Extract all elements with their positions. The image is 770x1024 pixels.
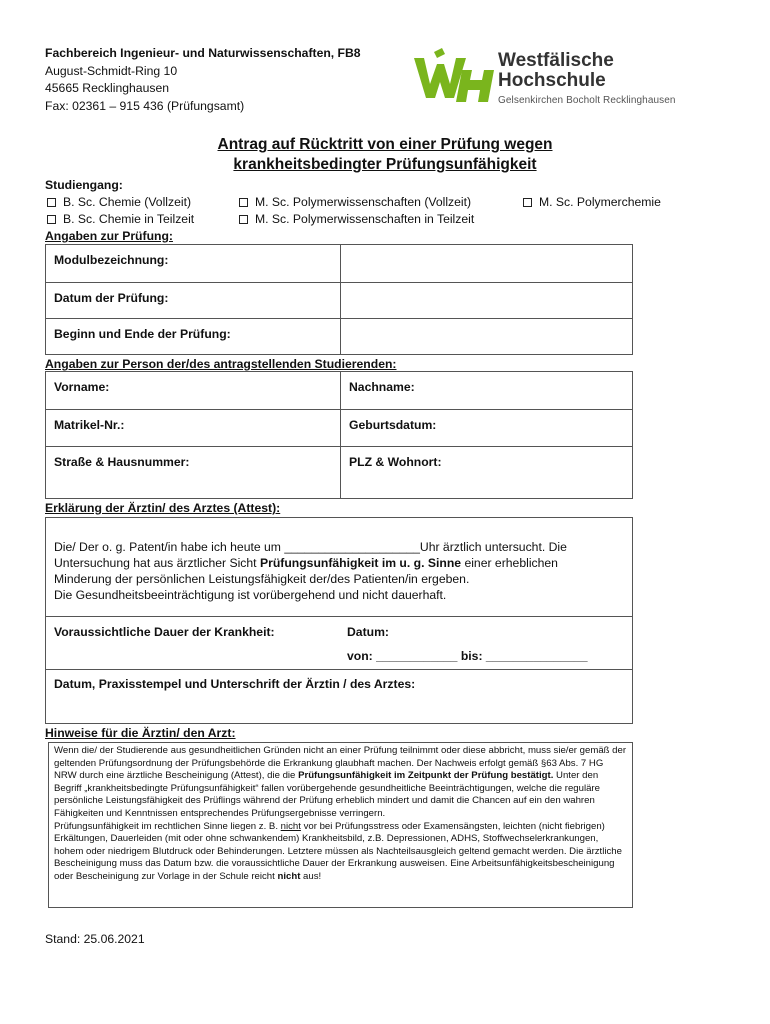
logo-title-line2: Hochschule (498, 70, 606, 91)
beginn-ende-label: Beginn und Ende der Prüfung: (46, 319, 341, 355)
stand-date: Stand: 25.06.2021 (45, 932, 145, 946)
datum-label: Datum: (347, 625, 389, 639)
checkbox[interactable] (47, 198, 56, 207)
option-msc-polymer-teilzeit[interactable]: M. Sc. Polymerwissenschaften in Teilzeit (239, 212, 474, 226)
checkbox[interactable] (47, 215, 56, 224)
logo-title-line1: Westfälische (498, 50, 614, 71)
divider (46, 669, 632, 670)
attest-heading: Erklärung der Ärztin/ des Arztes (Attest): (45, 501, 281, 515)
plz-wohnort-field[interactable]: PLZ & Wohnort: (341, 447, 633, 499)
datum-pruefung-label: Datum der Prüfung: (46, 283, 341, 319)
checkbox[interactable] (239, 198, 248, 207)
attest-line2: Untersuchung hat aus ärztlicher Sicht Prüfungsunfähigkeit im u. g. Sinne einer erheblichen (54, 556, 558, 570)
option-bsc-vollzeit[interactable]: B. Sc. Chemie (Vollzeit) (47, 195, 191, 209)
geburtsdatum-field[interactable]: Geburtsdatum: (341, 410, 633, 447)
title-line1: Antrag auf Rücktritt von einer Prüfung wegen (217, 136, 553, 153)
von-bis-field[interactable]: von: ____________ bis: _______________ (347, 649, 588, 663)
department-name: Fachbereich Ingenieur- und Naturwissenschaften, FB8 (45, 46, 361, 60)
hinweise-box: Wenn die/ der Studierende aus gesundheitlichen Gründen nicht an einer Prüfung teilnimmt oder diese abbricht, muss sie/er gemäß der geltenden Prüfungsordnung der Prüfungsbehörde die Erkrankung glaubhaft machen. Der Nachweis erfolgt gemäß §63 Abs. 7 HG NRW durch eine ärztliche Bescheinigung (Attest), die die Prüfungsunfähigkeit im Zeitpunkt der Prüfung bestätigt. Unter den Begriff „krankheitsbedingte Prüfungsunfähigkeit“ fallen vorübergehende gesundheitliche Beeinträchtigungen, welche die reguläre persönliche Leistungsfähigkeit des Prüflings während der Prüfung erheblich mindert und damit die Chancen auf ein den wahren Fähigkeiten und Kenntnissen entsprechendes Prüfungsergebnisse verringern. Prüfungsunfähigkeit im rechtlichen Sinne liegen z. B. nicht vor bei Prüfungsstress oder Examensängsten, leichten (nicht fiebrigen) Erkältungen, Dauerleiden (mit oder ohne schwankendem) Krankheitsbild, z.B. Depressionen, ADHS, Stoffwechselerkrankungen, hohem oder niedrigem Blutdruck oder Behinderungen. Letztere müssen als Nachteilsausgleich geltend gemacht werden. Die ärztliche Bescheinigung muss das Datum bzw. die voraussichtliche Dauer der Erkrankung ausweisen. Eine Arbeitsunfähigkeitsbescheinigung oder Bescheinigung zur Vorlage in der Schule reicht nicht aus! (48, 742, 633, 908)
person-heading: Angaben zur Person der/des antragstellenden Studierenden: (45, 357, 397, 371)
beginn-ende-field[interactable] (341, 319, 633, 355)
option-bsc-teilzeit[interactable]: B. Sc. Chemie in Teilzeit (47, 212, 194, 226)
divider (46, 616, 632, 617)
option-msc-polymerchemie[interactable]: M. Sc. Polymerchemie (523, 195, 661, 209)
city: 45665 Recklinghausen (45, 81, 169, 96)
matrikel-field[interactable]: Matrikel-Nr.: (46, 410, 341, 447)
modulbezeichnung-field[interactable] (341, 245, 633, 283)
pruefung-heading: Angaben zur Prüfung: (45, 229, 173, 243)
wh-logo-icon (412, 48, 496, 104)
strasse-field[interactable]: Straße & Hausnummer: (46, 447, 341, 499)
university-logo (412, 46, 676, 112)
street: August-Schmidt-Ring 10 (45, 63, 178, 78)
fax: Fax: 02361 – 915 436 (Prüfungsamt) (45, 98, 245, 113)
logo-subtitle: Gelsenkirchen Bocholt Recklinghausen (498, 95, 676, 106)
vorname-field[interactable]: Vorname: (46, 372, 341, 410)
modulbezeichnung-label: Modulbezeichnung: (46, 245, 341, 283)
dauer-label: Voraussichtliche Dauer der Krankheit: (54, 625, 275, 639)
attest-box (45, 517, 633, 724)
datum-pruefung-field[interactable] (341, 283, 633, 319)
nachname-field[interactable]: Nachname: (341, 372, 633, 410)
form-title (0, 135, 770, 175)
checkbox[interactable] (239, 215, 248, 224)
pruefung-table (45, 244, 633, 355)
studiengang-label: Studiengang: (45, 178, 123, 192)
attest-line3: Minderung der persönlichen Leistungsfähigkeit der/des Patienten/in ergeben. (54, 572, 470, 586)
person-table (45, 371, 633, 499)
option-msc-polymer-vollzeit[interactable]: M. Sc. Polymerwissenschaften (Vollzeit) (239, 195, 471, 209)
unterschrift-label: Datum, Praxisstempel und Unterschrift der Ärztin / des Arztes: (54, 677, 416, 691)
title-line2: krankheitsbedingter Prüfungsunfähigkeit (233, 156, 537, 173)
attest-text (54, 539, 629, 603)
address-block (45, 45, 361, 115)
checkbox[interactable] (523, 198, 532, 207)
hinweise-heading: Hinweise für die Ärztin/ den Arzt: (45, 726, 236, 740)
attest-line4: Die Gesundheitsbeeinträchtigung ist vorübergehend und nicht dauerhaft. (54, 588, 447, 602)
attest-line1: Die/ Der o. g. Patent/in habe ich heute um ____________________Uhr ärztlich untersucht. Die (54, 540, 567, 554)
